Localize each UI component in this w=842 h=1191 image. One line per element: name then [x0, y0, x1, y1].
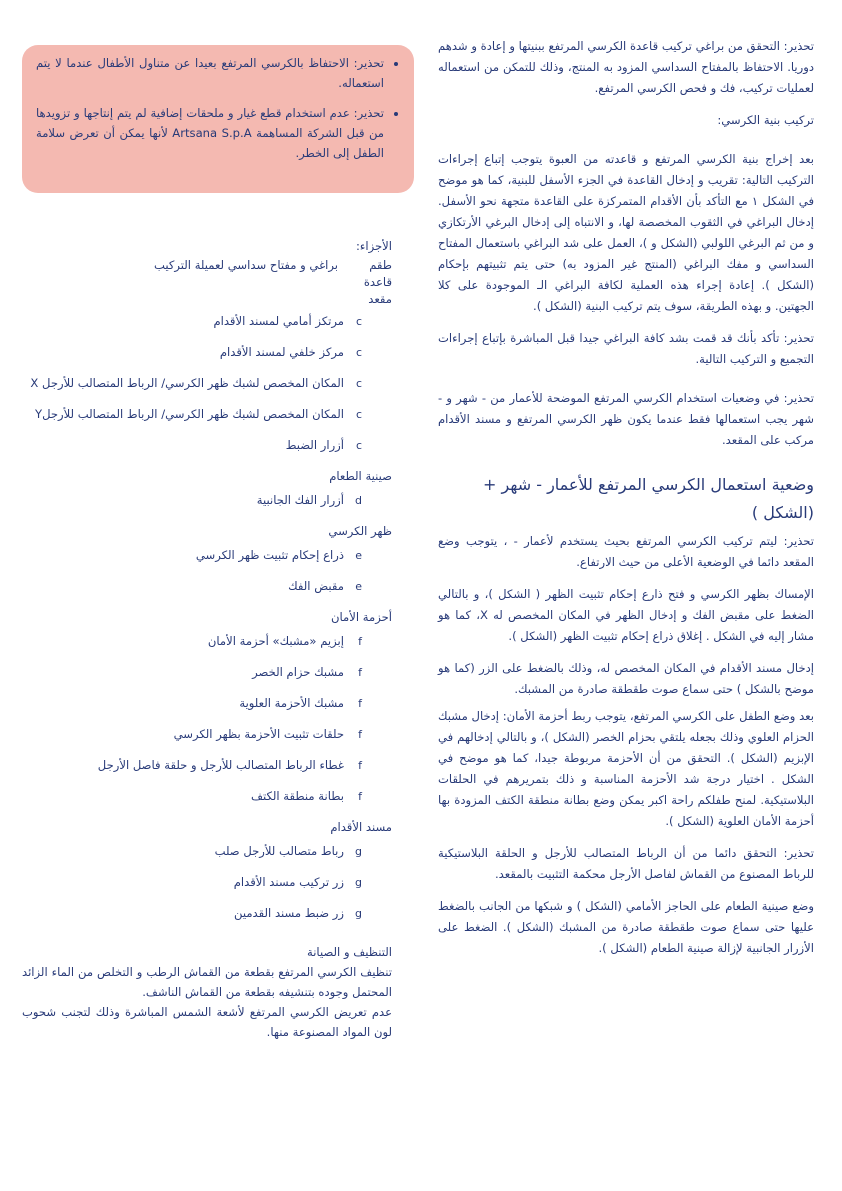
- parts-list: [22, 311, 392, 924]
- part-code: g: [355, 907, 362, 920]
- part-text: رباط متصالب للأرجل صلب: [214, 844, 344, 858]
- part-text: أزرار الفك الجانبية: [256, 493, 344, 507]
- care-title: التنظيف و الصيانة: [306, 945, 392, 959]
- structure-assembly-title: تركيب بنية الكرسي:: [717, 113, 814, 127]
- part-text: بطانة منطقة الكتف: [250, 789, 344, 803]
- part-code: c: [355, 377, 362, 390]
- group-title: ظهر الكرسي: [328, 524, 392, 538]
- part-text: مشبك الأحزمة العلوية: [239, 696, 344, 710]
- part-code: d: [355, 494, 362, 507]
- part-code: f: [358, 728, 362, 741]
- left-column: [22, 236, 392, 1042]
- parts-label: قاعدة: [363, 275, 392, 289]
- part-item: [22, 576, 392, 597]
- part-code: c: [355, 346, 362, 359]
- part-code: f: [358, 790, 362, 803]
- part-code: e: [355, 549, 362, 562]
- part-code: f: [358, 697, 362, 710]
- parts-header: [22, 257, 392, 308]
- part-text: مشبك حزام الخصر: [252, 665, 344, 679]
- part-item: [22, 631, 392, 652]
- age-positions-warning: تحذير: في وضعيات استخدام الكرسي المرتفع الموضحة للأعمار من - شهر و - شهر يجب استعمالها فقط عندما يكون ظهر الكرسي المرتفع و مسند الأقدام مركب على المقعد.: [438, 391, 814, 447]
- part-text: أزرار الضبط: [285, 438, 344, 452]
- part-item: [22, 435, 392, 456]
- part-text: حلقات تثبيت الأحزمة بظهر الكرسي: [173, 727, 344, 741]
- section-heading: وضعية استعمال الكرسي المرتفع للأعمار - شهر + (الشكل ): [483, 475, 814, 522]
- crotch-strap-warning: تحذير: التحقق دائما من أن الرباط المتصالب للأرجل و الحلقة البلاستيكية للرباط المصنوع من القماش لفاصل الأرجل محكمة التثبيت بالمقعد.: [438, 846, 814, 881]
- harness-instructions: بعد وضع الطفل على الكرسي المرتفع، يتوجب ربط أحزمة الأمان: إدخال مشبك الحزام العلوي وذلك بجعله يلتقي بحزام الخصر (الشكل )، و بالتالي إدخالهم في الإبزيم (الشكل ). التحقق من أن الأحزمة مربوطة جيدا، كما هو موضح في الشكل . اختيار درجة شد الأحزمة المناسبة و ذلك بتمريرهم في الحلقات البلاستيكية. لمنح طفلكم راحة اكبر يمكن وضع بطانة منطقة الكتف المزودة بها أحزمة الأمان العلوية (الشكل ).: [438, 709, 814, 828]
- care-section: [22, 942, 392, 1042]
- part-text: غطاء الرباط المتصالب للأرجل و حلقة فاصل الأرجل: [97, 758, 344, 772]
- part-text: مركز خلفي لمسند الأقدام: [219, 345, 344, 359]
- backrest-instructions: الإمساك بظهر الكرسي و فتح ذارع إحكام تثبيت الظهر ( الشكل )، و بالتالي الضغط على مقبض الفك و إدخال الظهر في المكان المخصص له X، كما هو مشار إليه في الشكل . إغلاق ذراع إحكام تثبيت الظهر (الشكل ).: [438, 587, 814, 643]
- warning-item: • تحذير: عدم استخدام قطع غيار و ملحقات إضافية لم يتم إنتاجها و تزويدها من قبل الشركة المساهمة Artsana S.p.A لأنها يمكن أن تعرض سلامة الطفل إلى الخطر.: [36, 103, 384, 163]
- part-code: c: [355, 408, 362, 421]
- part-text: مقبض الفك: [288, 579, 344, 593]
- part-text: زر ضبط مسند القدمين: [234, 906, 344, 920]
- part-item: [22, 755, 392, 776]
- part-item: [22, 662, 392, 683]
- parts-label: طقم: [369, 258, 392, 272]
- part-text: المكان المخصص لشبك ظهر الكرسي/ الرباط المتصالب للأرجل X: [30, 376, 344, 390]
- part-text: زر تركيب مسند الأقدام: [233, 875, 344, 889]
- part-item: [22, 404, 392, 425]
- part-item: [22, 786, 392, 807]
- warning-box: [22, 45, 414, 193]
- part-text: ذراع إحكام تثبيت ظهر الكرسي: [195, 548, 344, 562]
- part-item: [22, 373, 392, 394]
- part-code: g: [355, 845, 362, 858]
- part-code: c: [355, 439, 362, 452]
- part-item: [22, 724, 392, 745]
- tighten-screws-warning: تحذير: تأكد بأنك قد قمت بشد كافة البراغي جيدا قبل المباشرة بإتباع إجراءات التجميع و التركيب التالية.: [438, 331, 814, 366]
- part-item: [22, 872, 392, 893]
- right-column: [438, 36, 814, 970]
- part-code: f: [358, 666, 362, 679]
- care-text: عدم تعريض الكرسي المرتفع لأشعة الشمس المباشرة وذلك لتجنب شحوب لون المواد المصنوعة منها.: [22, 1005, 392, 1039]
- part-item: [22, 545, 392, 566]
- part-item: [22, 841, 392, 862]
- parts-label: مقعد: [368, 292, 392, 306]
- part-text: إبزيم «مشبك» أحزمة الأمان: [207, 634, 344, 648]
- part-code: e: [355, 580, 362, 593]
- part-item: [22, 693, 392, 714]
- group-title: صينية الطعام: [329, 469, 392, 483]
- group-title: مسند الأقدام: [330, 820, 392, 834]
- part-code: f: [358, 759, 362, 772]
- footrest-instructions: إدخال مسند الأقدام في المكان المخصص له، وذلك بالضغط على الزر (كما هو موضح بالشكل ) حتى سماع صوت طقطقة صادرة من المشبك.: [438, 661, 814, 696]
- part-code: c: [355, 315, 362, 328]
- screw-check-warning: تحذير: التحقق من براغي تركيب قاعدة الكرسي المرتفع ببنيتها و إعادة و شدهم دوريا. الاحتفاظ بالمفتاح السداسي المزود به المنتج، وذلك للتمكن من استعماله لعمليات تركيب، فك و فحص الكرسي المرتفع.: [438, 39, 814, 95]
- structure-assembly-text: بعد إخراج بنية الكرسي المرتفع و قاعدته من العبوة يتوجب إتباع إجراءات التركيب التالية: تقريب و إدخال القاعدة في الجزء الأسفل للبنية، كما هو موضح في الشكل ١ مع التأكد بأن الأقدام المتمركزة على القاعدة متجهة نحو الأسفل. إدخال البراغي في الثقوب المخصصة لها، و الانتباه إلى إدخال البرغي الأرتكازي و من ثم البرغي اللولبي (الشكل و )، العمل على شد البراغي باستعمال المفتاح السداسي و مفك البراغي (المنتج غير المزود به) حتى يتم تثبيتهم بإحكام (الشكل ). إعادة إجراء هذه العملية لكافة البراغي الـ الموجودة على كلا الجهتين. و بهذه الطريقة، سوف يتم تركيب البنية (الشكل ).: [438, 152, 815, 313]
- warning-item: • تحذير: الاحتفاظ بالكرسي المرتفع بعيدا عن متناول الأطفال عندما لا يتم استعماله.: [36, 53, 384, 93]
- parts-header-labels: [348, 257, 392, 308]
- part-item: [22, 903, 392, 924]
- part-item: [22, 490, 392, 511]
- parts-title: الأجزاء:: [356, 239, 392, 253]
- care-text: تنظيف الكرسي المرتفع بقطعة من القماش الرطب و التخلص من الماء الزائد المحتمل وجوده بتنشيفه بقطعة من القماش الناشف.: [22, 965, 392, 999]
- part-text: المكان المخصص لشبك ظهر الكرسي/ الرباط المتصالب للأرجلY: [34, 407, 344, 421]
- part-text: مرتكز أمامي لمسند الأقدام: [213, 314, 344, 328]
- seat-height-warning: تحذير: ليتم تركيب الكرسي المرتفع بحيث يستخدم لأعمار - ، يتوجب وضع المقعد دائما في الوضعية الأعلى من حيث الارتفاع.: [438, 534, 814, 569]
- group-title: أحزمة الأمان: [331, 610, 392, 624]
- part-code: f: [358, 635, 362, 648]
- part-code: g: [355, 876, 362, 889]
- part-item: [22, 311, 392, 332]
- part-item: [22, 342, 392, 363]
- parts-header-desc: براغي و مفتاح سداسي لعميلة التركيب: [153, 258, 338, 272]
- tray-instructions: وضع صينية الطعام على الحاجز الأمامي (الشكل ) و شبكها من الجانب بالضغط عليها حتى سماع صوت طقطقة صادرة من المشبك (الشكل ). الضغط على الأزرار الجانبية لإزالة صينية الطعام (الشكل ).: [438, 899, 814, 955]
